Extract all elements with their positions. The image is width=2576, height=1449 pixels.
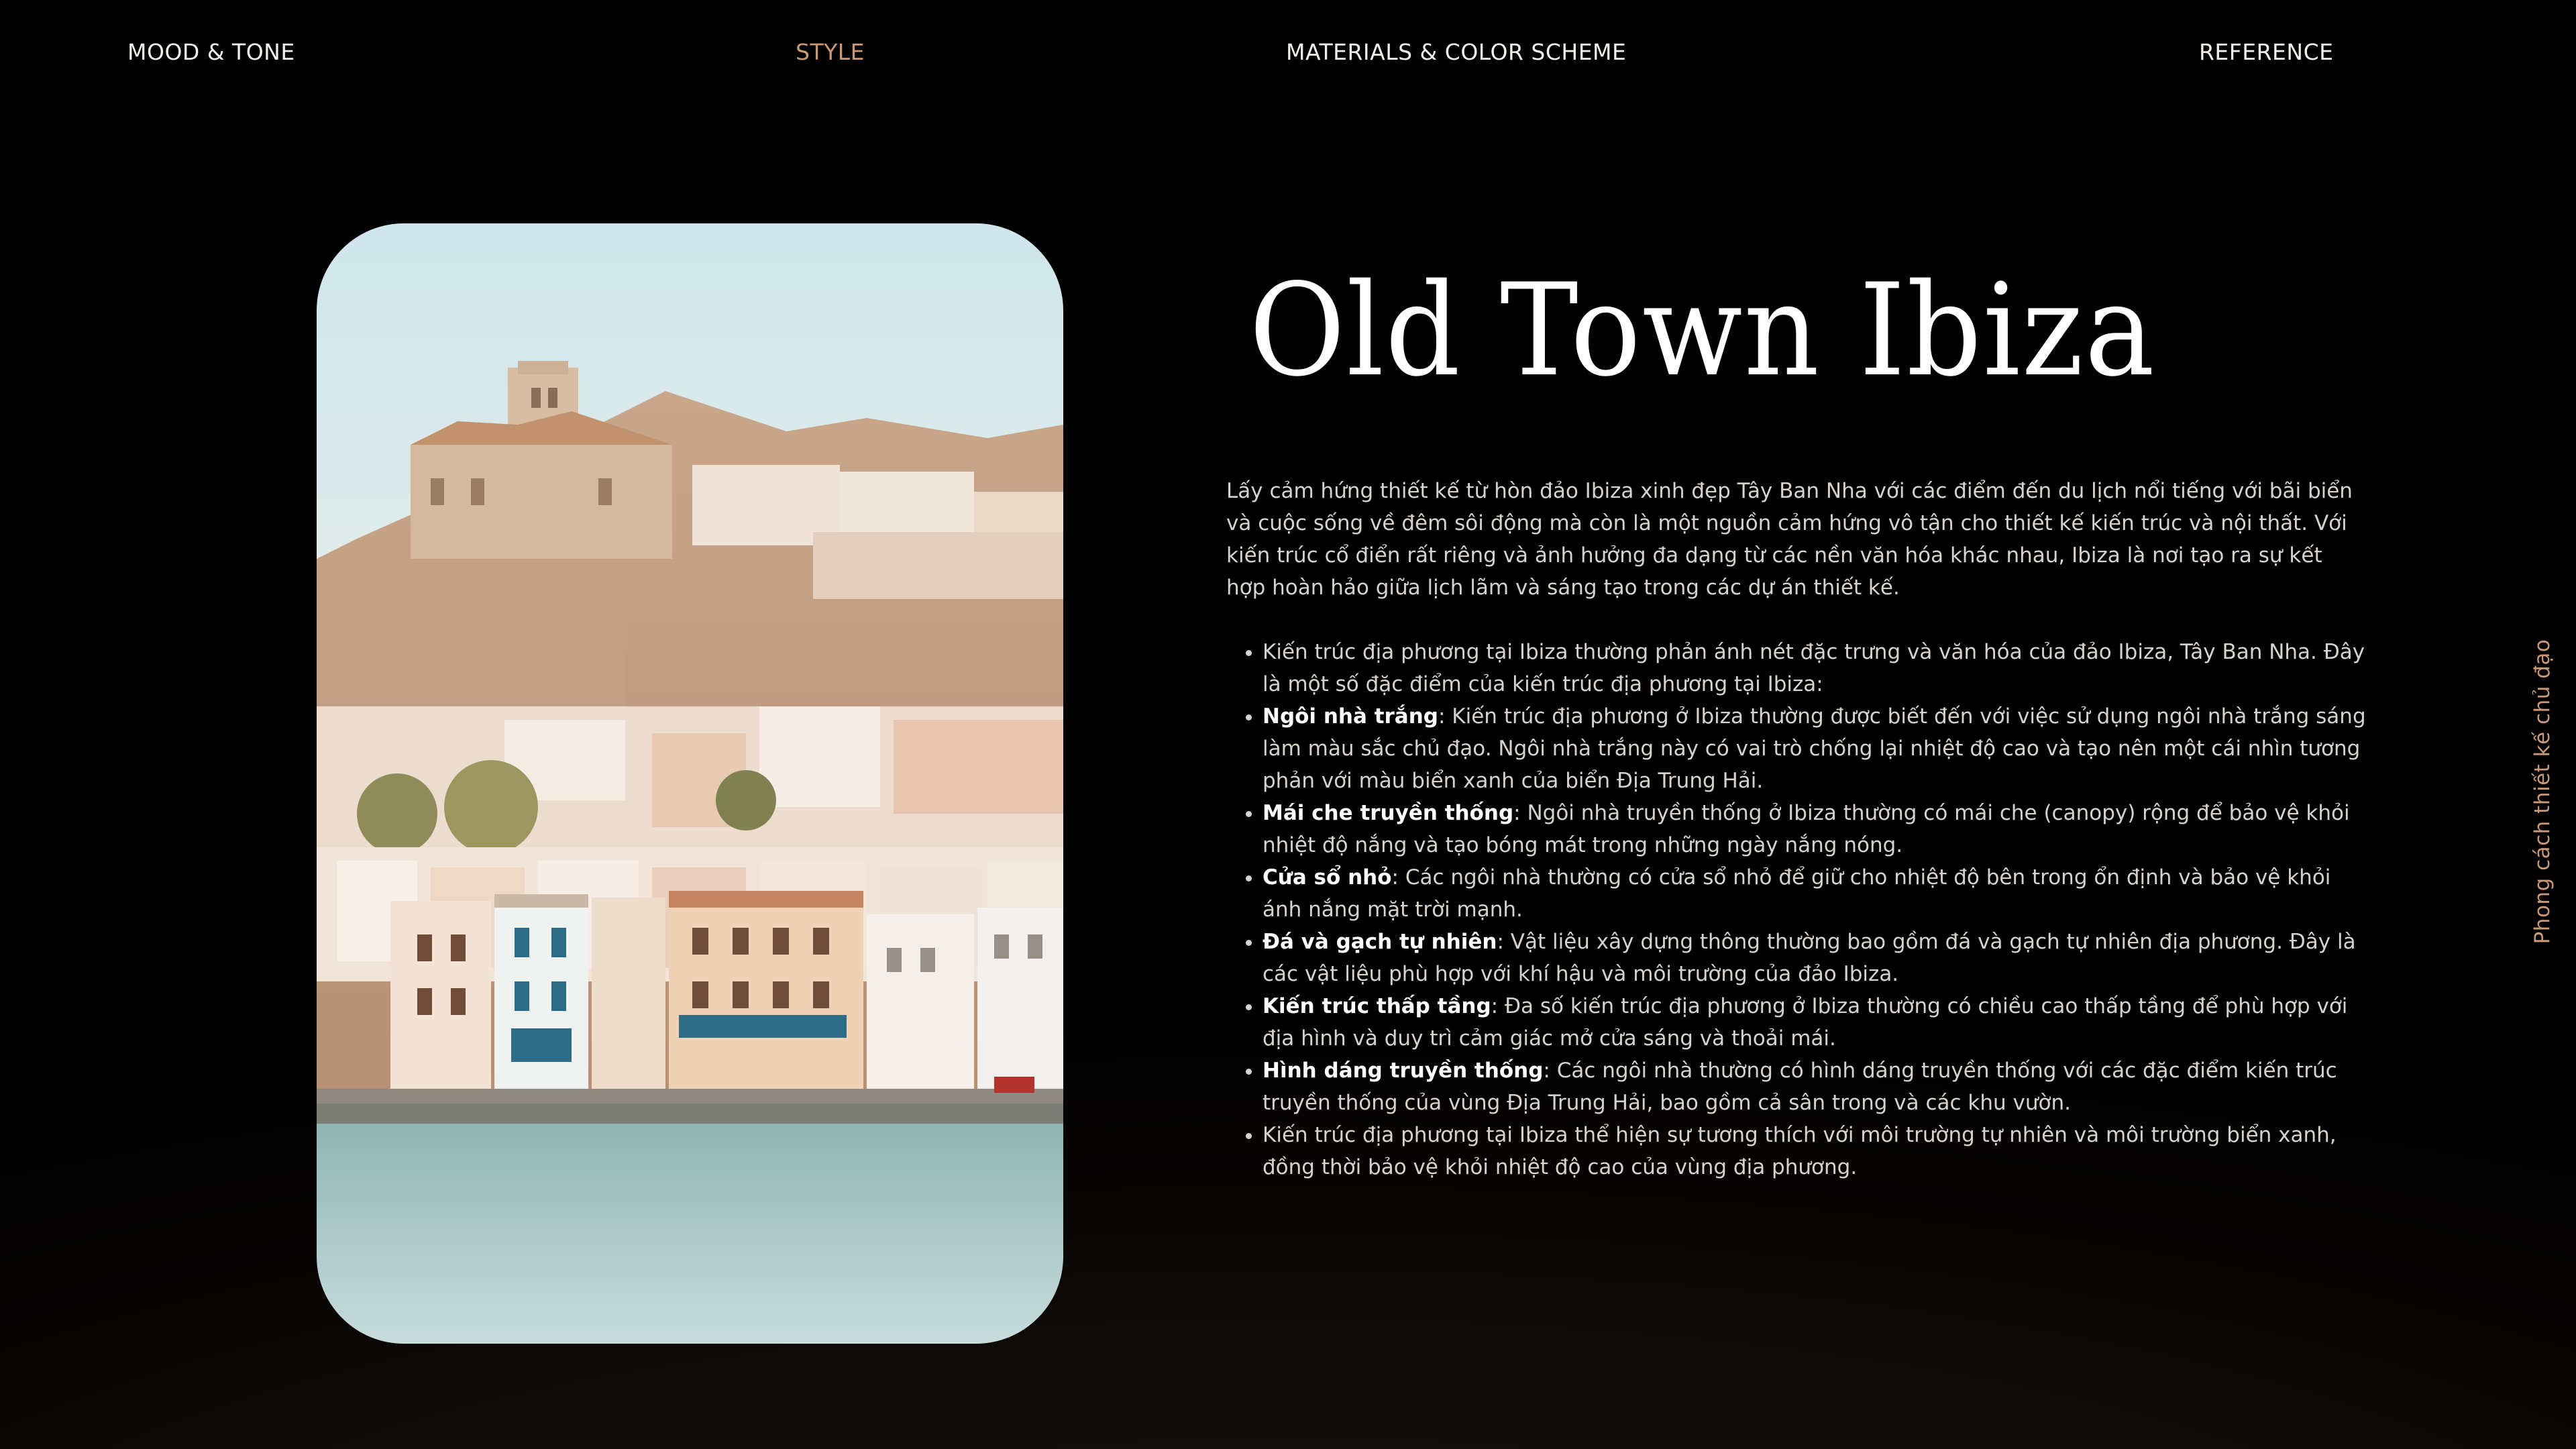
nav-item-reference[interactable]: REFERENCE: [2199, 39, 2334, 65]
list-item-heading: Cửa sổ nhỏ: [1263, 865, 1392, 890]
list-item: [1263, 861, 2367, 926]
list-item: [1263, 1119, 2367, 1183]
list-item-heading: Đá và gạch tự nhiên: [1263, 930, 1497, 954]
list-item-heading: Ngôi nhà trắng: [1263, 704, 1438, 729]
nav-item-mood-tone[interactable]: MOOD & TONE: [127, 39, 295, 65]
list-item-text: : Kiến trúc địa phương ở Ibiza thường được biết đến với việc sử dụng ngôi nhà trắng sáng làm màu sắc chủ đạo. Ngôi nhà trắng này có vai trò chống lại nhiệt độ cao và tạo nên một cái nhìn tương phản với màu biển xanh của biển Địa Trung Hải.: [1263, 704, 2366, 793]
list-item: [1263, 1055, 2367, 1119]
list-item-heading: Hình dáng truyền thống: [1263, 1059, 1544, 1083]
list-item: [1263, 636, 2367, 700]
list-item-text: Kiến trúc địa phương tại Ibiza thường phản ánh nét đặc trưng và văn hóa của đảo Ibiza, Tây Ban Nha. Đây là một số đặc điểm của kiến trúc địa phương tại Ibiza:: [1263, 640, 2365, 696]
page-title: Old Town Ibiza: [1249, 256, 2156, 405]
list-item-heading: Kiến trúc thấp tầng: [1263, 994, 1491, 1018]
nav-item-style[interactable]: STYLE: [796, 39, 865, 65]
list-item-text: : Đa số kiến trúc địa phương ở Ibiza thường có chiều cao thấp tầng để phù hợp với địa hình và duy trì cảm giác mở cửa sáng và thoải mái.: [1263, 994, 2348, 1051]
feature-list: [1226, 636, 2367, 1183]
list-item-text: : Các ngôi nhà thường có hình dáng truyền thống với các đặc điểm kiến trúc truyền thống của vùng Địa Trung Hải, bao gồm cả sân trong và các khu vườn.: [1263, 1059, 2337, 1115]
list-item: [1263, 700, 2367, 797]
list-item-heading: Mái che truyền thống: [1263, 801, 1514, 825]
list-item: [1263, 990, 2367, 1055]
list-item-text: Kiến trúc địa phương tại Ibiza thể hiện sự tương thích với môi trường tự nhiên và môi trường biển xanh, đồng thời bảo vệ khỏi nhiệt độ cao của vùng địa phương.: [1263, 1123, 2337, 1179]
top-navigation: [0, 0, 2576, 107]
list-item-text: : Vật liệu xây dựng thông thường bao gồm đá và gạch tự nhiên địa phương. Đây là các vật liệu phù hợp với khí hậu và môi trường của đảo Ibiza.: [1263, 930, 2356, 986]
list-item: [1263, 797, 2367, 861]
side-section-label: Phong cách thiết kế chủ đạo: [2530, 639, 2555, 945]
list-item-text: : Ngôi nhà truyền thống ở Ibiza thường có mái che (canopy) rộng để bảo vệ khỏi nhiệt độ nắng và tạo bóng mát trong những ngày nắng nóng.: [1263, 801, 2350, 857]
nav-item-materials-color-scheme[interactable]: MATERIALS & COLOR SCHEME: [1286, 39, 1627, 65]
list-item: [1263, 926, 2367, 990]
ibiza-old-town-photo: [317, 223, 1063, 1344]
list-item-text: : Các ngôi nhà thường có cửa sổ nhỏ để giữ cho nhiệt độ bên trong ổn định và bảo vệ khỏi ánh nắng mặt trời mạnh.: [1263, 865, 2331, 922]
intro-paragraph: Lấy cảm hứng thiết kế từ hòn đảo Ibiza xinh đẹp Tây Ban Nha với các điểm đến du lịch nổi tiếng với bãi biển và cuộc sống về đêm sôi động mà còn là một nguồn cảm hứng vô tận cho thiết kế kiến trúc và nội thất. Với kiến trúc cổ điển rất riêng và ảnh hưởng đa dạng từ các nền văn hóa khác nhau, Ibiza là nơi tạo ra sự kết hợp hoàn hảo giữa lịch lãm và sáng tạo trong các dự án thiết kế.: [1226, 479, 2353, 600]
